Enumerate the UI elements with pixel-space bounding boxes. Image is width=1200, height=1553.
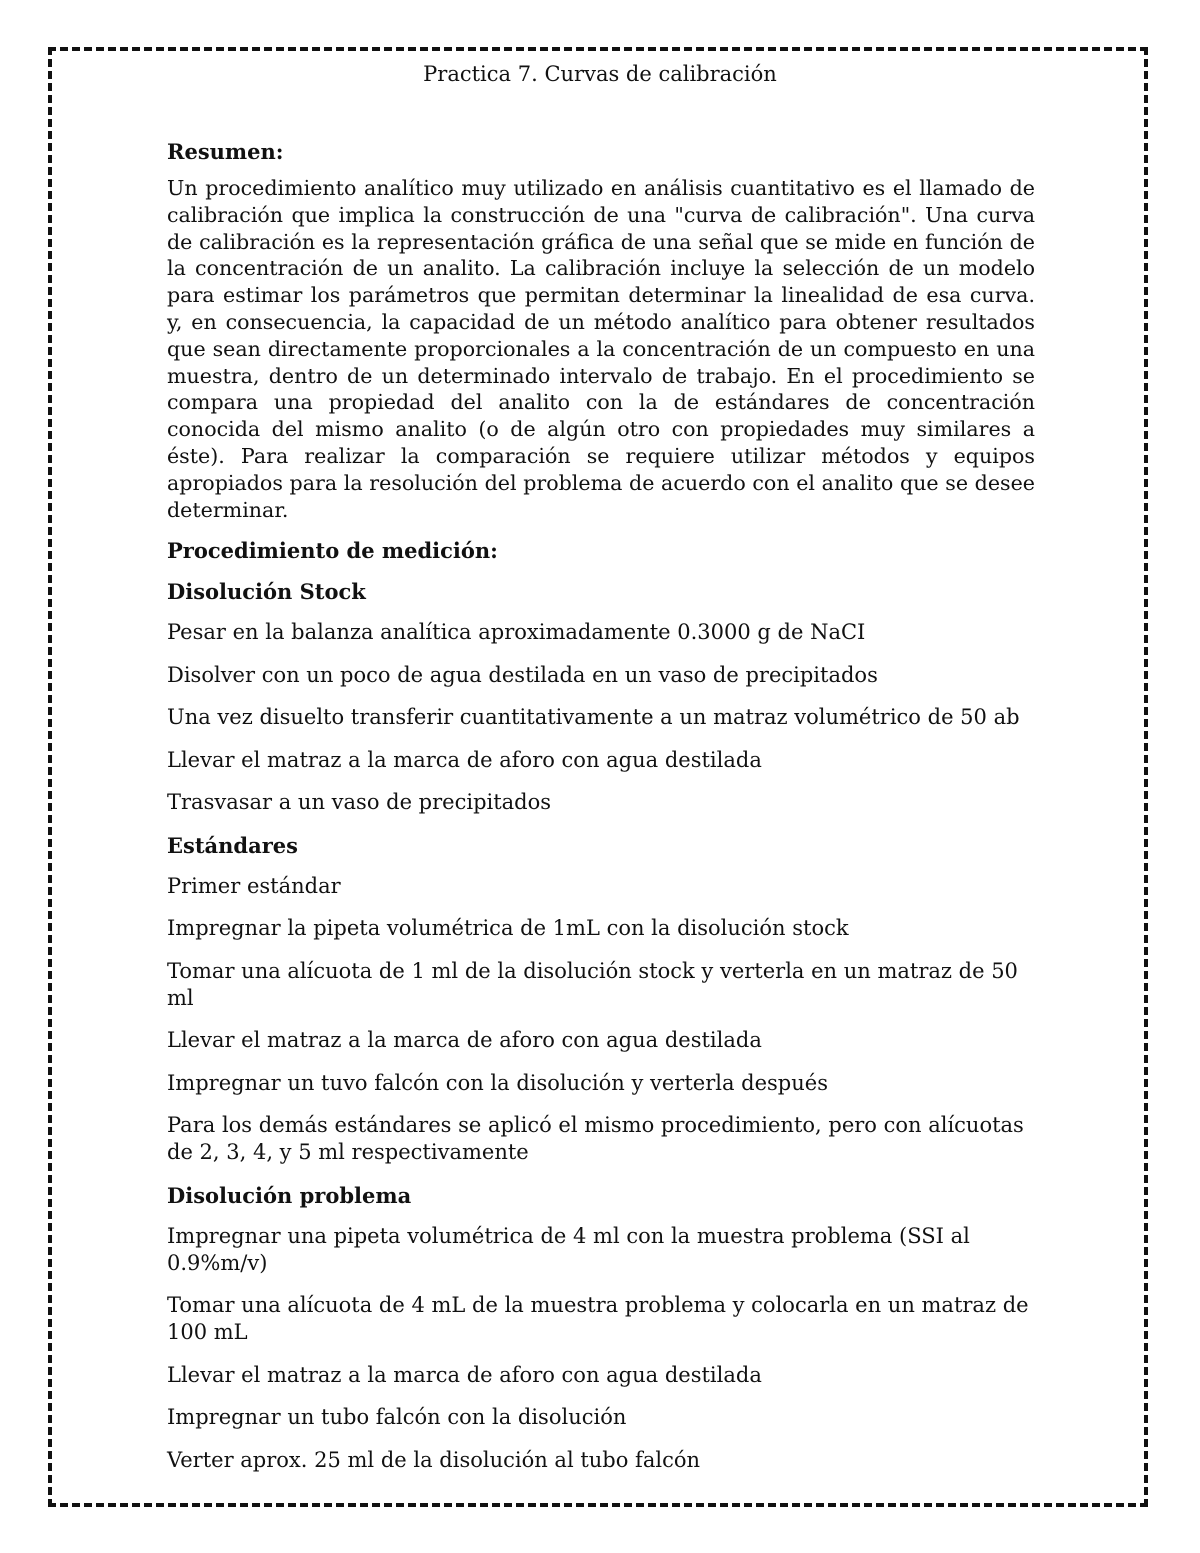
stock-step: Una vez disuelto transferir cuantitativamente a un matraz volumétrico de 50 ab bbox=[167, 705, 1020, 730]
estandares-step: Impregnar la pipeta volumétrica de 1mL con la disolución stock bbox=[167, 916, 849, 941]
resumen-heading: Resumen: bbox=[167, 139, 284, 164]
stock-step: Disolver con un poco de agua destilada en un vaso de precipitados bbox=[167, 662, 878, 687]
document-body bbox=[167, 138, 1035, 1489]
document-title: Practica 7. Curvas de calibración bbox=[423, 62, 777, 86]
estandares-step: Para los demás estándares se aplicó el mismo procedimiento, pero con alícuotas de 2, 3, 4, y 5 ml respectivamente bbox=[167, 1113, 1024, 1165]
problema-step: Impregnar una pipeta volumétrica de 4 ml con la muestra problema (SSI al 0.9%m/v) bbox=[167, 1223, 970, 1275]
estandares-step: Primer estándar bbox=[167, 873, 341, 898]
stock-step: Trasvasar a un vaso de precipitados bbox=[167, 790, 552, 815]
problema-step: Llevar el matraz a la marca de aforo con agua destilada bbox=[167, 1362, 762, 1387]
problema-step: Impregnar un tubo falcón con la disolución bbox=[167, 1405, 627, 1430]
problema-step: Tomar una alícuota de 4 mL de la muestra problema y colocarla en un matraz de 100 mL bbox=[167, 1293, 1029, 1345]
problema-heading: Disolución problema bbox=[167, 1182, 412, 1208]
resumen-text: Un procedimiento analítico muy utilizado en análisis cuantitativo es el llamado de calibración que implica la construcción de una "curva de calibración". Una curva de calibración es la representación gráfica de una señal que se mide en función de la concentración de un analito. La calibración incluye la selección de un modelo para estimar los parámetros que permitan determinar la linealidad de esa curva. y, en consecuencia, la capacidad de un método analítico para obtener resultados que sean directamente proporcionales a la concentración de un compuesto en una muestra, dentro de un determinado intervalo de trabajo. En el procedimiento se compara una propiedad del analito con la de estándares de concentración conocida del mismo analito (o de algún otro con propiedades muy similares a éste). Para realizar la comparación se requiere utilizar métodos y equipos apropiados para la resolución del problema de acuerdo con el analito que se desee determinar. bbox=[167, 176, 1035, 522]
estandares-step: Tomar una alícuota de 1 ml de la disolución stock y verterla en un matraz de 50 ml bbox=[167, 958, 1018, 1010]
problema-step: Verter aprox. 25 ml de la disolución al tubo falcón bbox=[167, 1447, 700, 1472]
stock-heading: Disolución Stock bbox=[167, 579, 366, 605]
stock-step: Llevar el matraz a la marca de aforo con agua destilada bbox=[167, 747, 762, 772]
estandares-step: Impregnar un tuvo falcón con la disolución y verterla después bbox=[167, 1070, 828, 1095]
estandares-step: Llevar el matraz a la marca de aforo con agua destilada bbox=[167, 1028, 762, 1053]
stock-step: Pesar en la balanza analítica aproximadamente 0.3000 g de NaCI bbox=[167, 620, 866, 645]
estandares-heading: Estándares bbox=[167, 832, 298, 858]
procedimiento-heading: Procedimiento de medición: bbox=[167, 538, 498, 564]
